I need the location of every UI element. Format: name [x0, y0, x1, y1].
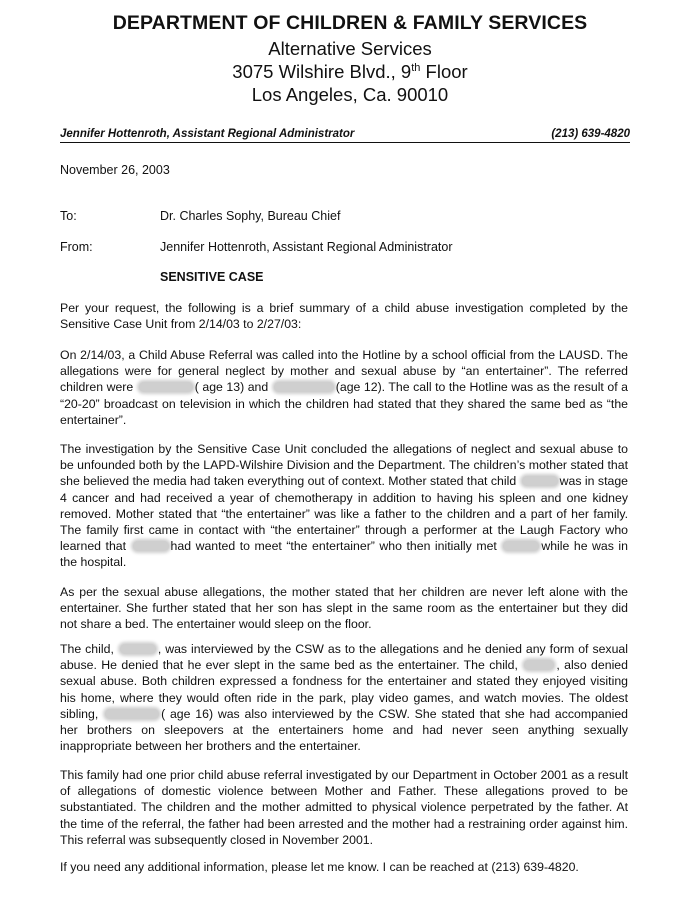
redacted-name	[120, 644, 156, 654]
city-address: Los Angeles, Ca. 90010	[251, 84, 449, 105]
division-name: Alternative Services	[268, 38, 432, 59]
interviews-text-c: , also denied sexual abuse. Both children expressed a fondness for the entertainer and stated they enjoyed visiting his home, where they would often ride in the park, play video games, and watch movies. The oldest sibling,	[60, 658, 628, 721]
redacted-name	[133, 541, 169, 551]
referral-text-c: (age 12). The call to the Hotline was as the result of a “20-20” broadcast on television in which the children had stated that they shared the same bed as “the entertainer”.	[60, 380, 628, 427]
department-name: DEPARTMENT OF CHILDREN & FAMILY SERVICES	[112, 12, 588, 34]
to-label: To:	[60, 209, 77, 223]
street-address	[0, 61, 700, 83]
redacted-name	[524, 660, 554, 670]
memo-date: November 26, 2003	[60, 163, 170, 177]
referral-text-b: ( age 13) and	[194, 380, 272, 395]
paragraph-request: Per your request, the following is a brief summary of a child abuse investigation completed by the Sensitive Case Unit from 2/14/03 to 2/27/03:	[60, 301, 628, 332]
to-value: Dr. Charles Sophy, Bureau Chief	[160, 209, 341, 223]
investigation-text-c: had wanted to meet “the entertainer” who then initially met	[170, 539, 502, 554]
address-superscript: th	[411, 62, 421, 74]
paragraph-allegations: As per the sexual abuse allegations, the mother stated that her children are never left alone with the entertainer. She further stated that her son has slept in the same room as the entertainer but they did not share a bed. The entertainer would sleep on the floor.	[60, 585, 628, 632]
paragraph-prior-referral: This family had one prior child abuse referral investigated by our Department in October 2001 as a result of allegations of domestic violence between Mother and Father. These allegations proved to be substantiated. The children and the mother admitted to physical violence perpetrated by the father. At the time of the referral, the father had been arrested and the mother had a restraining order against him. This referral was subsequently closed in November 2001.	[60, 768, 628, 847]
signature-name-title: Jennifer Hottenroth, Assistant Regional Administrator	[60, 128, 355, 140]
memo-subject: SENSITIVE CASE	[160, 270, 264, 284]
signature-phone: (213) 639-4820	[551, 128, 630, 140]
redacted-name	[105, 709, 159, 719]
paragraph-closing: If you need any additional information, please let me know. I can be reached at (213) 639-4820.	[60, 860, 579, 874]
interviews-text-d: ( age 16) was also interviewed by the CSW. She stated that she had accompanied her brothers on sleepovers at the entertainers home and had never seen anything sexually inappropriate between her brothers and the entertainer.	[60, 706, 628, 754]
paragraph-investigation	[60, 441, 628, 571]
paragraph-referral	[60, 347, 628, 428]
from-value: Jennifer Hottenroth, Assistant Regional Administrator	[160, 240, 453, 254]
redacted-name	[522, 476, 558, 486]
signature-line	[60, 128, 630, 144]
redacted-name	[503, 541, 539, 551]
referral-text-a: On 2/14/03, a Child Abuse Referral was called into the Hotline by a school official from the LAUSD. The allegations were for general neglect by mother and sexual abuse by “an entertainer”. The referred children were	[60, 348, 628, 395]
investigation-text-d: while he was in the hospital.	[60, 539, 628, 570]
paragraph-interviews	[60, 641, 628, 754]
investigation-text-a: The investigation by the Sensitive Case Unit concluded the allegations of neglect and sexual abuse to be unfounded both by the LAPD-Wilshire Division and the Department. The children’s mother stated that she believed the media had taken everything out of context. Mother stated that child	[60, 442, 628, 489]
address-main: 3075 Wilshire Blvd., 9	[232, 61, 412, 82]
interviews-text-a: The child,	[60, 642, 118, 656]
from-label: From:	[60, 240, 93, 254]
signature-rule	[60, 142, 630, 143]
investigation-text-b: was in stage 4 cancer and had received a year of chemotherapy in addition to having his spleen and one kidney removed. Mother stated that “the entertainer” was like a father to the children and a part of her family. The family first came in contact with “the entertainer” through a performer at the Laugh Factory who learned that	[60, 474, 628, 554]
redacted-name	[139, 382, 193, 392]
redacted-name	[274, 382, 334, 392]
interviews-text-b: , was interviewed by the CSW as to the allegations and he denied any form of sexual abuse. He denied that he ever slept in the same bed as the entertainer. The child,	[60, 642, 628, 673]
address-floor: Floor	[420, 61, 468, 82]
